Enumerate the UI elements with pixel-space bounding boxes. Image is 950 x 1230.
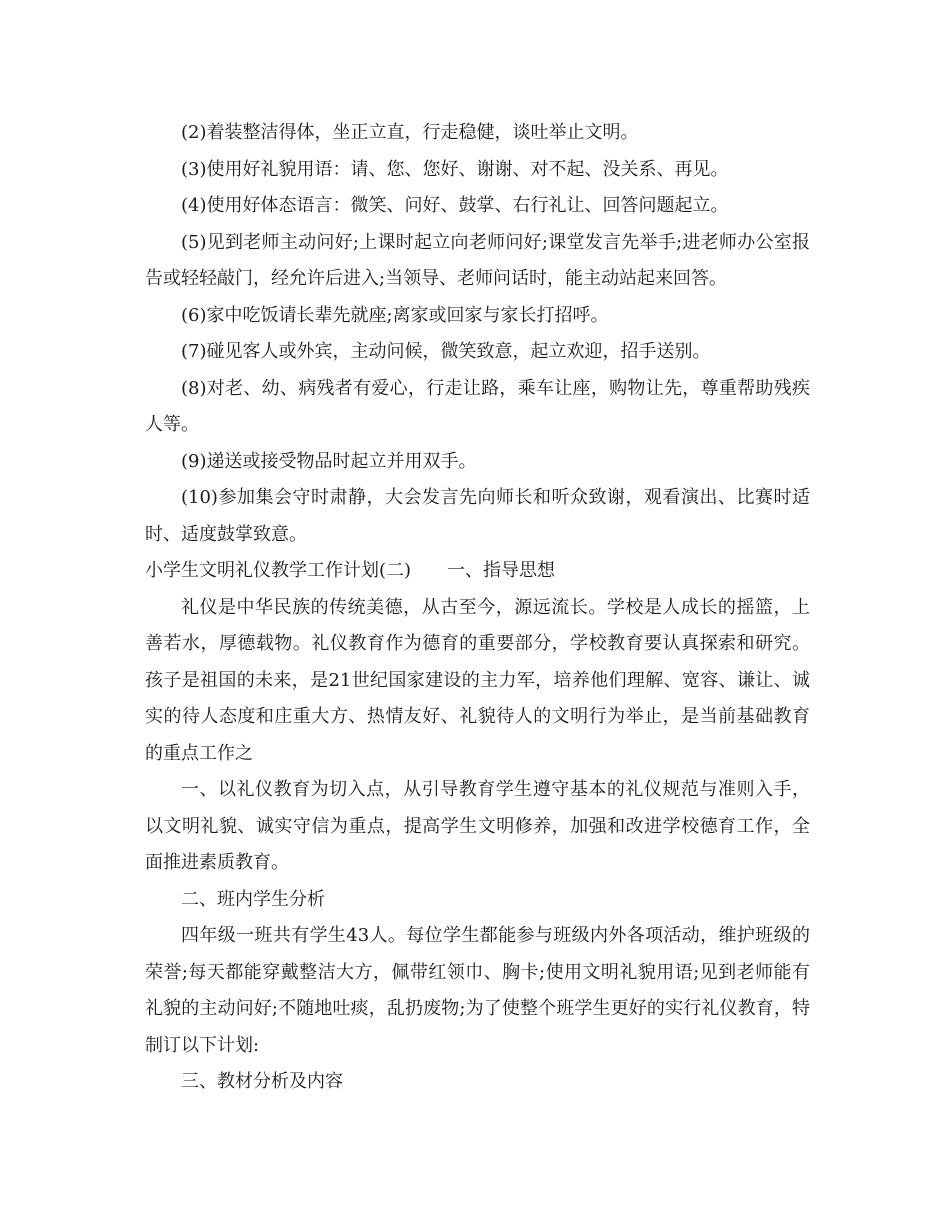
paragraph-focus: 一、以礼仪教育为切入点，从引导教育学生遵守基本的礼仪规范与准则入手，以文明礼貌、诚实守信为重点，提高学生文明修养，加强和改进学校德育工作，全面推进素质教育。 (145, 779, 810, 873)
document-body (145, 115, 810, 1101)
list-item: (2)着装整洁得体，坐正立直，行走稳健，谈吐举止文明。 (181, 122, 639, 143)
list-item: (9)递送或接受物品时起立并用双手。 (181, 450, 477, 472)
list-item: (3)使用好礼貌用语：请、您、您好、谢谢、对不起、没关系、再见。 (181, 158, 729, 180)
list-item: (4)使用好体态语言：微笑、问好、鼓掌、右行礼让、回答问题起立。 (181, 195, 729, 216)
list-item: (8)对老、幼、病残者有爱心，行走让路，乘车让座，购物让先，尊重帮助残疾人等。 (145, 377, 810, 435)
paragraph-class: 四年级一班共有学生43人。每位学生都能参与班级内外各项活动，维护班级的荣誉;每天都能穿戴整洁大方，佩带红领巾、胸卡;使用文明礼貌用语;见到老师能有礼貌的主动问好;不随地吐痰，乱扔废物;为了使整个班学生更好的实行礼仪教育，特制订以下计划: (145, 925, 810, 1056)
heading-class-analysis: 二、班内学生分析 (181, 888, 325, 910)
list-item: (10)参加集会守时肃静，大会发言先向师长和听众致谢，观看演出、比赛时适时、适度鼓掌致意。 (145, 487, 810, 545)
section-heading-guiding: 一、指导思想 (447, 560, 556, 581)
list-item: (7)碰见客人或外宾，主动问候，微笑致意，起立欢迎，招手送别。 (181, 341, 711, 362)
list-item: (6)家中吃饭请长辈先就座;离家或回家与家长打招呼。 (181, 304, 609, 326)
section-title: 小学生文明礼仪教学工作计划(二) (145, 560, 412, 581)
section-title-line (145, 553, 810, 590)
list-item: (5)见到老师主动问好;上课时起立向老师问好;课堂发言先举手;进老师办公室报告或轻轻敲门，经允许后进入;当领导、老师问话时，能主动站起来回答。 (145, 231, 810, 289)
paragraph-guiding: 礼仪是中华民族的传统美德，从古至今，源远流长。学校是人成长的摇篮，上善若水，厚德载物。礼仪教育作为德育的重要部分，学校教育要认真探索和研究。孩子是祖国的未来，是21世纪国家建设的主力军，培养他们理解、宽容、谦让、诚实的待人态度和庄重大方、热情友好、礼貌待人的文明行为举止，是当前基础教育的重点工作之 (145, 596, 810, 764)
heading-materials: 三、教材分析及内容 (181, 1071, 343, 1092)
